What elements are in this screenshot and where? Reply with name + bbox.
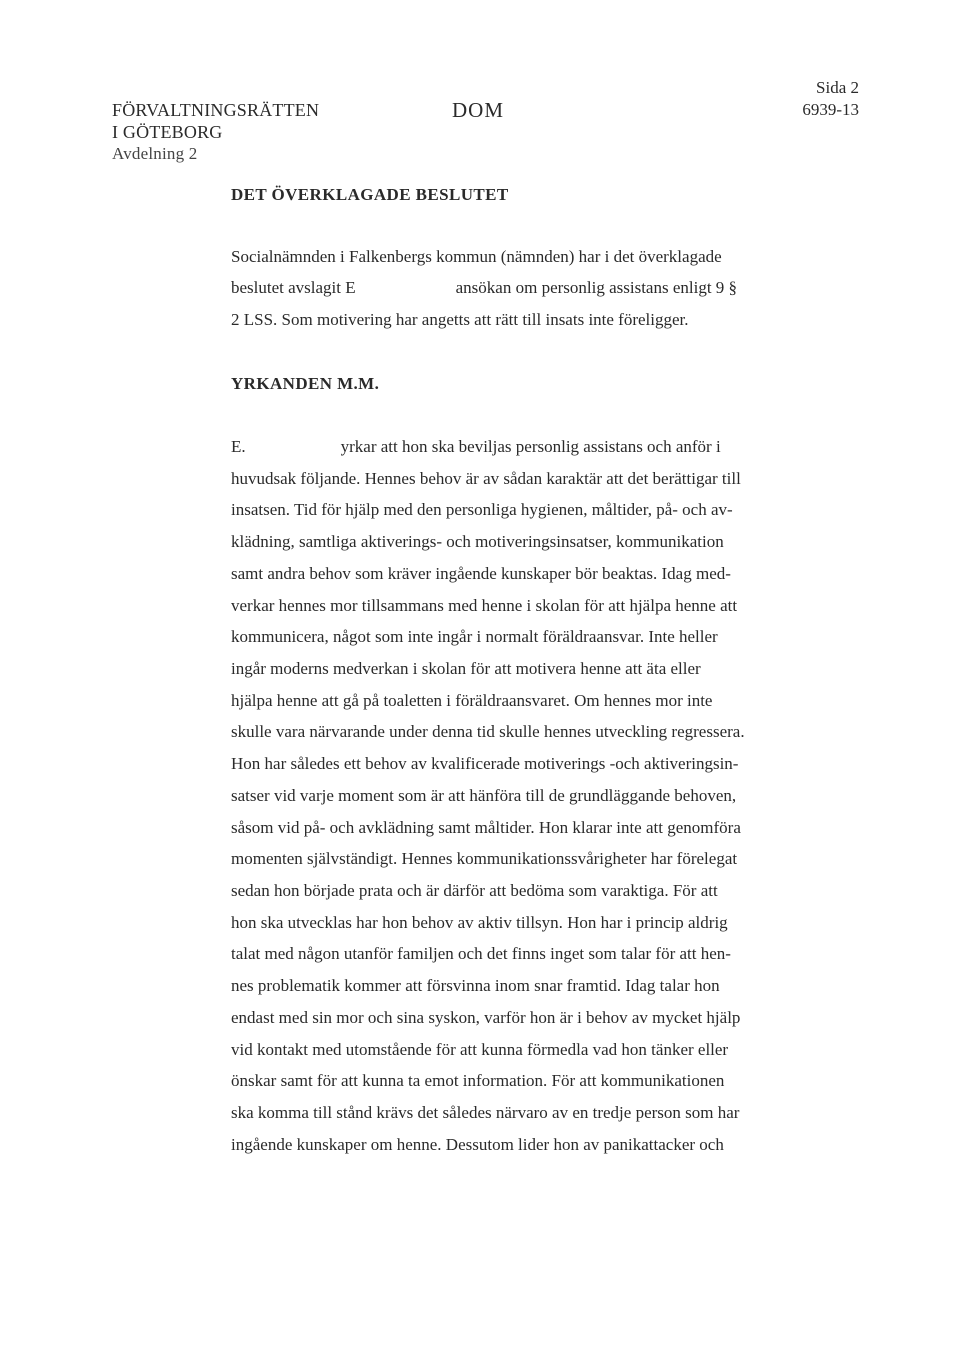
document-type: DOM [452, 98, 505, 122]
body-line-part: E. [231, 437, 246, 456]
body-line: insatsen. Tid för hjälp med den personliga hygienen, måltider, på- och av- [231, 500, 733, 519]
body-line: huvudsak följande. Hennes behov är av sådan karaktär att det berättigar till [231, 469, 741, 488]
body-line: talat med någon utanför familjen och det finns inget som talar för att hen- [231, 944, 731, 963]
body-line [231, 437, 721, 457]
body-line: Hon har således ett behov av kvalificerade motiverings -och aktiveringsin- [231, 754, 739, 773]
body-line: samt andra behov som kräver ingående kunskaper bör beaktas. Idag med- [231, 564, 731, 583]
body-line: momenten självständigt. Hennes kommunikationssvårigheter har förelegat [231, 849, 738, 868]
body-line: Socialnämnden i Falkenbergs kommun (nämnden) har i det överklagade [231, 247, 722, 266]
court-name-line1: FÖRVALTNINGSRÄTTEN [112, 100, 320, 120]
body-line-part: ansökan om personlig assistans enligt 9 § [455, 278, 738, 297]
body-line: satser vid varje moment som är att hänföra till de grundläggande behoven, [231, 786, 737, 805]
case-number: 6939-13 [802, 100, 859, 119]
body-line: önskar samt för att kunna ta emot information. För att kommunikationen [231, 1071, 725, 1090]
body-line: hjälpa henne att gå på toaletten i föräldraansvaret. Om hennes mor inte [231, 691, 713, 710]
section-heading-decision: DET ÖVERKLAGADE BESLUTET [231, 185, 509, 204]
body-line: skulle vara närvarande under denna tid skulle hennes utveckling regressera. [231, 722, 745, 741]
body-line: hon ska utvecklas har hon behov av aktiv tillsyn. Hon har i princip aldrig [231, 913, 728, 932]
page-number: Sida 2 [816, 78, 859, 97]
court-name-line2: I GÖTEBORG [112, 122, 223, 142]
body-line: kommunicera, något som inte ingår i normalt föräldraansvar. Inte heller [231, 627, 718, 646]
body-line: såsom vid på- och avklädning samt måltider. Hon klarar inte att genomföra [231, 818, 741, 837]
body-line: endast med sin mor och sina syskon, varför hon är i behov av mycket hjälp [231, 1008, 741, 1027]
body-line: ingår moderns medverkan i skolan för att motivera henne att äta eller [231, 659, 701, 678]
section-heading-claims: YRKANDEN M.M. [231, 374, 380, 393]
body-line: nes problematik kommer att försvinna inom snar framtid. Idag talar hon [231, 976, 720, 995]
body-line: verkar hennes mor tillsammans med henne i skolan för att hjälpa henne att [231, 596, 738, 615]
body-line: ska komma till stånd krävs det således närvaro av en tredje person som har [231, 1103, 740, 1122]
body-line: ingående kunskaper om henne. Dessutom lider hon av panikattacker och [231, 1135, 724, 1154]
body-line: sedan hon började prata och är därför att bedöma som varaktiga. För att [231, 881, 718, 900]
body-line: 2 LSS. Som motivering har angetts att rätt till insats inte föreligger. [231, 310, 689, 329]
court-division: Avdelning 2 [112, 144, 198, 163]
body-line-part: beslutet avslagit E [231, 278, 356, 297]
body-line: klädning, samtliga aktiverings- och motiveringsinsatser, kommunikation [231, 532, 724, 551]
body-line [231, 278, 737, 298]
body-line: vid kontakt med utomstående för att kunna förmedla vad hon tänker eller [231, 1040, 729, 1059]
body-line-part: yrkar att hon ska beviljas personlig assistans och anför i [340, 437, 721, 456]
